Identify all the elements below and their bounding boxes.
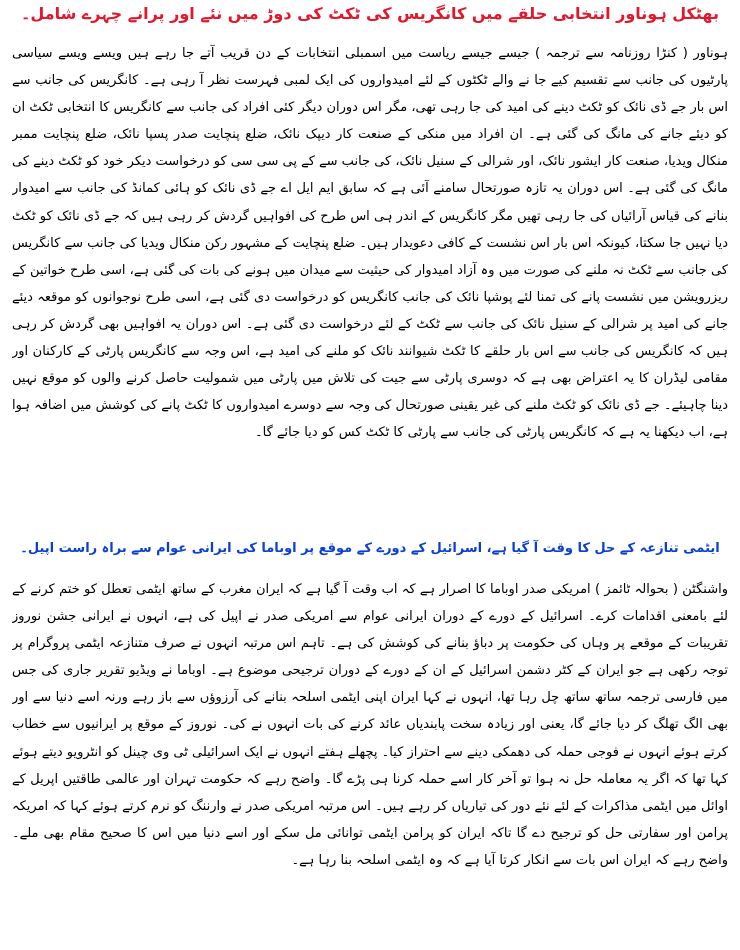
article-1-headline: بھٹکل ہوناور انتخابی حلقے میں کانگریس کی ٹکٹ کی دوڑ میں نئے اور پرانے چہرے شامل۔ xyxy=(21,4,719,23)
article-1-body: ہوناور ( کنڑا روزنامہ سے ترجمہ ) جیسے جیسے ریاست میں اسمبلی انتخابات کے دن قریب آتے جا رہے ہیں ویسے ویسے سیاسی پارٹیوں کی جانب سے تقسیم کیے جا نے والے ٹکٹوں کے لئے امیدواروں کی ایک لمبی فہرست نظر آ رہی ہے۔ کانگریس کی جانب سے اس بار جے ڈی نائک کو ٹکٹ دینے کی امید کی جا رہی تھی، مگر اس دوران دیگر کئی افراد کی جانب سے کانگریس کا انتخابی ٹکٹ ان کو دیئے جانے کی مانگ کی گئی ہے۔ ان افراد میں منکی کے صنعت کار دیپک نائک، ضلع پنچایت صدر پسپا نائک، ضلع پنچایت ممبر منکال ویدیا، صنعت کار ایشور نائک، اور شرالی کے سنیل نائک، کی جانب سے کے پی سی سی کو درخواست دیکر خود کو ٹکٹ دینے کی مانگ کی گئی ہے۔ اس دوران یہ تازہ صورتحال سامنے آئی ہے کہ سابق ایم ایل اے جے ڈی نائک کو ہائی کمانڈ کی جانب سے امیدوار بنانے کی قیاس آرائیاں کی جا رہی تھیں مگر کانگریس کے اندر ہی اس طرح کی افواہیں گردش کر رہی ہیں کہ جے ڈی نائک کو ٹکٹ دیا نہیں جا سکتا، کیونکہ اس بار اس نشست کے کافی دعویدار ہیں۔ ضلع پنچایت کے مشہور رکن منکال ویدیا کی جانب سے کانگریس کی جانب سے ٹکٹ نہ ملنے کی صورت میں وہ آزاد امیدوار کی حیثیت سے میدان میں ہونے کی بات کی گئی ہے، اسی طرح خواتین کے ریزرویشن میں نشست پانے کی تمنا لئے پوشپا نائک کی جانب کانگریس کو درخواست دی گئی ہے، اسی طرح نوجوانوں کو موقعہ دیئے جانے کی امید پر شرالی کے سنیل نائک کی جانب سے ٹکٹ کے لئے درخواست دی گئی ہے۔ اس دوران یہ افواہیں بھی گردش کر رہی ہیں کہ کانگریس کی جانب سے اس بار حلقے کا ٹکٹ شیوانند نائک کو ملنے کی امید ہے، اس وجہ سے کانگریس پارٹی کے کارکنان اور مقامی لیڈران کا یہ اعتراض بھی ہے کہ دوسری پارٹی سے جیت کی تلاش میں پارٹی میں شمولیت حاصل کرنے والوں کو موقع نہیں دینا چاہیئے۔ جے ڈی نائک کو ٹکٹ ملنے کی غیر یقینی صورتحال کی وجہ سے دوسرے امیدواروں کا ٹکٹ پانے کی کوشش میں اضافہ ہوا ہے، اب دیکھنا یہ ہے کہ کانگریس پارٹی کی جانب سے پارٹی کا ٹکٹ کس کو دیا جائے گا۔ xyxy=(12,46,728,441)
article-2-headline: ایٹمی تنازعہ کے حل کا وقت آ گیا ہے، اسرائیل کے دورے کے موقع پر اوباما کی ایرانی عوام سے براہ راست اپیل۔ xyxy=(20,541,720,556)
article-2-body: واشنگٹن ( بحوالہ ٹائمز ) امریکی صدر اوباما کا اصرار ہے کہ اب وقت آ گیا ہے کہ ایران مغرب کے ساتھ ایٹمی تعطل کو ختم کرنے کے لئے بامعنی اقدامات کرے۔ اسرائیل کے دورے کے دوران ایرانی عوام سے امریکی صدر نے اپیل کی ہے، انہوں نے ایرانی جشن نوروز تقریبات کے موقعے پر وہاں کی حکومت پر دباؤ بنانے کی کوشش کی ہے۔ تاہم اس مرتبہ انہوں نے صرف متنازعہ ایٹمی پروگرام پر توجہ رکھی ہے جو ایران کے کٹر دشمن اسرائیل کے ان کے دورے کے دوران ترجیحی موضوع ہے۔ اوباما نے ویڈیو تقریر جاری کی جس میں فارسی ترجمہ ساتھ ساتھ چل رہا تھا، انہوں نے کہا ایران اپنی ایٹمی اسلحہ بنانے کی آرزوؤں سے باز رہے ورنہ اسے دنیا سے اور بھی الگ تھلگ کر دیا جائے گا، یعنی اور زیادہ سخت پابندیاں عائد کرنے کی بات انہوں نے کی۔ نوروز کے موقع پر ایرانیوں سے خطاب کرتے ہوئے انہوں نے فوجی حملہ کی دھمکی دینے سے احتراز کیا۔ پچھلے ہفتے انہوں نے ایک اسرائیلی ٹی وی چینل کو انٹرویو دیتے ہوئے کہا تھا کہ اگر یہ معاملہ حل نہ ہوا تو آخر کار اسے حملہ کرنا ہی پڑے گا۔ واضح رہے کہ حکومت تہران اور عالمی طاقتیں اپریل کے اوائل میں ایٹمی مذاکرات کے لئے نئے دور کی تیاریاں کر رہے ہیں۔ اس مرتبہ امریکی صدر نے وارننگ کو نرم کرتے ہوئے کہا کہ امریکہ پرامن اور سفارتی حل کو ترجیح دے گا تاکہ ایران کو پرامن ایٹمی توانائی مل سکے اور اسے دنیا میں اس کا صحیح مقام بھی ملے۔ واضح رہے کہ ایران اس بات سے انکار کرتا آیا ہے کہ وہ ایٹمی اسلحہ بنا رہا ہے۔ xyxy=(12,582,728,868)
article-2 xyxy=(12,576,728,946)
article-1 xyxy=(12,40,728,538)
